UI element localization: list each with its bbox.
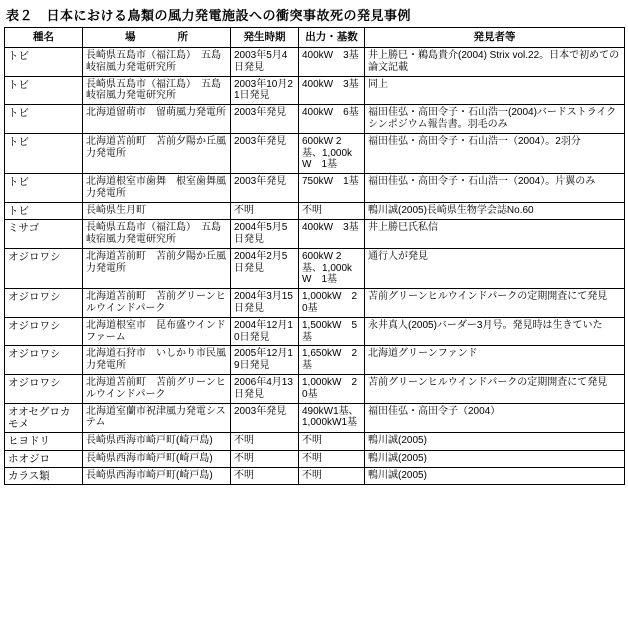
cell-output: 1,000kW 20基 (299, 374, 365, 403)
table-row (5, 220, 625, 249)
cell-date: 2005年12月19日発見 (231, 346, 299, 375)
cell-place: 長崎県西海市崎戸町(崎戸島) (83, 433, 231, 450)
cell-finder: 永井真人(2005)バーダー3月号。発見時は生きていた (365, 317, 625, 346)
cell-place: 北海道苫前町 苫前夕陽か丘風力発電所 (83, 133, 231, 173)
cell-output: 400kW 3基 (299, 48, 365, 77)
cell-finder: 福田佳弘・高田令子・石山浩一（2004）。2羽分 (365, 133, 625, 173)
cell-place: 北海道根室市歯舞 根室歯舞風力発電所 (83, 174, 231, 203)
table-header (5, 28, 625, 48)
cell-output: 400kW 6基 (299, 105, 365, 134)
cell-date: 2003年発見 (231, 133, 299, 173)
cell-species: オジロワシ (5, 374, 83, 403)
cell-date: 2003年5月4日発見 (231, 48, 299, 77)
cell-species: ヒヨドリ (5, 433, 83, 450)
cell-place: 北海道苫前町 苫前グリーンヒルウインドパーク (83, 289, 231, 318)
cell-place: 北海道根室市 昆布盛ウインドファーム (83, 317, 231, 346)
cell-output: 400kW 3基 (299, 76, 365, 105)
table-row (5, 433, 625, 450)
table-row (5, 289, 625, 318)
cell-finder: 北海道グリーンファンド (365, 346, 625, 375)
cell-place: 北海道苫前町 苫前夕陽か丘風力発電所 (83, 248, 231, 288)
table-row (5, 76, 625, 105)
bird-strike-table (4, 27, 625, 485)
cell-date: 2003年10月21日発見 (231, 76, 299, 105)
cell-date: 不明 (231, 468, 299, 485)
cell-output: 750kW 1基 (299, 174, 365, 203)
cell-date: 2006年4月13日発見 (231, 374, 299, 403)
column-header-finder: 発見者等 (365, 28, 625, 48)
cell-finder: 苫前グリーンヒルウインドパークの定期開査にて発見 (365, 289, 625, 318)
cell-date: 2003年発見 (231, 105, 299, 134)
cell-place: 北海道苫前町 苫前グリーンヒルウインドパーク (83, 374, 231, 403)
table-row (5, 105, 625, 134)
cell-finder: 鴨川誠(2005) (365, 468, 625, 485)
cell-finder: 井上勝巳・鵜島貴介(2004) Strix vol.22。日本で初めての論文記載 (365, 48, 625, 77)
cell-date: 2004年5月5日発見 (231, 220, 299, 249)
cell-finder: 鴨川誠(2005)長崎県生物学会誌No.60 (365, 202, 625, 219)
cell-output: 1,000kW 20基 (299, 289, 365, 318)
cell-date: 2004年12月10日発見 (231, 317, 299, 346)
cell-output: 600kW 2基、1,000kW 1基 (299, 133, 365, 173)
cell-finder: 井上勝巳氏私信 (365, 220, 625, 249)
cell-species: トビ (5, 48, 83, 77)
cell-place: 長崎県五島市（福江島） 五島岐宿風力発電研究所 (83, 76, 231, 105)
cell-output: 400kW 3基 (299, 220, 365, 249)
table-row (5, 174, 625, 203)
cell-species: オジロワシ (5, 248, 83, 288)
cell-output: 不明 (299, 433, 365, 450)
cell-output: 不明 (299, 202, 365, 219)
table-row (5, 450, 625, 467)
cell-species: トビ (5, 174, 83, 203)
cell-place: 北海道石狩市 いしかり市民風力発電所 (83, 346, 231, 375)
table-caption: 表２ 日本における鳥類の風力発電施設への衝突事故死の発見事例 (6, 8, 412, 23)
cell-place: 北海道留萌市 留萌風力発電所 (83, 105, 231, 134)
cell-species: オジロワシ (5, 317, 83, 346)
cell-place: 長崎県西海市崎戸町(崎戸島) (83, 468, 231, 485)
cell-species: トビ (5, 105, 83, 134)
cell-species: トビ (5, 76, 83, 105)
cell-species: オオセグロカモメ (5, 403, 83, 433)
cell-species: オジロワシ (5, 346, 83, 375)
table-header-row (5, 28, 625, 48)
cell-finder: 福田佳弘・高田令子・石山浩一(2004)バードストライクシンポジウム報告書。羽毛のみ (365, 105, 625, 134)
cell-output: 1,500kW 5基 (299, 317, 365, 346)
cell-place: 長崎県生月町 (83, 202, 231, 219)
table-row (5, 248, 625, 288)
cell-species: カラス類 (5, 468, 83, 485)
cell-finder: 通行人が発見 (365, 248, 625, 288)
cell-finder: 鴨川誠(2005) (365, 433, 625, 450)
column-header-species: 種名 (5, 28, 83, 48)
cell-date: 不明 (231, 450, 299, 467)
cell-place: 長崎県西海市崎戸町(崎戸島) (83, 450, 231, 467)
cell-output: 1,650kW 2基 (299, 346, 365, 375)
table-row (5, 133, 625, 173)
cell-finder: 同上 (365, 76, 625, 105)
table-row (5, 317, 625, 346)
cell-output: 490kW1基、1,000kW1基 (299, 403, 365, 433)
table-row (5, 48, 625, 77)
cell-place: 北海道室蘭市祝津風力発電システム (83, 403, 231, 433)
table-row (5, 374, 625, 403)
cell-finder: 鴨川誠(2005) (365, 450, 625, 467)
cell-finder: 福田佳弘・高田令子・石山浩一（2004）。片翼のみ (365, 174, 625, 203)
cell-date: 不明 (231, 433, 299, 450)
cell-place: 長崎県五島市（福江島） 五島岐宿風力発電研究所 (83, 48, 231, 77)
cell-finder: 苫前グリーンヒルウインドパークの定期開査にて発見 (365, 374, 625, 403)
cell-date: 2003年発見 (231, 174, 299, 203)
cell-date: 不明 (231, 202, 299, 219)
column-header-date: 発生時期 (231, 28, 299, 48)
table-row (5, 468, 625, 485)
cell-species: オジロワシ (5, 289, 83, 318)
cell-finder: 福田佳弘・高田令子（2004） (365, 403, 625, 433)
cell-output: 不明 (299, 468, 365, 485)
table-body (5, 48, 625, 485)
cell-species: ミサゴ (5, 220, 83, 249)
cell-species: トビ (5, 202, 83, 219)
column-header-output: 出力・基数 (299, 28, 365, 48)
table-row (5, 403, 625, 433)
cell-place: 長崎県五島市（福江島） 五島岐宿風力発電研究所 (83, 220, 231, 249)
cell-output: 600kW 2基、1,000kW 1基 (299, 248, 365, 288)
cell-date: 2004年3月15日発見 (231, 289, 299, 318)
table-row (5, 346, 625, 375)
table-row (5, 202, 625, 219)
column-header-place: 場 所 (83, 28, 231, 48)
cell-species: ホオジロ (5, 450, 83, 467)
cell-species: トビ (5, 133, 83, 173)
cell-date: 2004年2月5日発見 (231, 248, 299, 288)
cell-output: 不明 (299, 450, 365, 467)
cell-date: 2003年発見 (231, 403, 299, 433)
